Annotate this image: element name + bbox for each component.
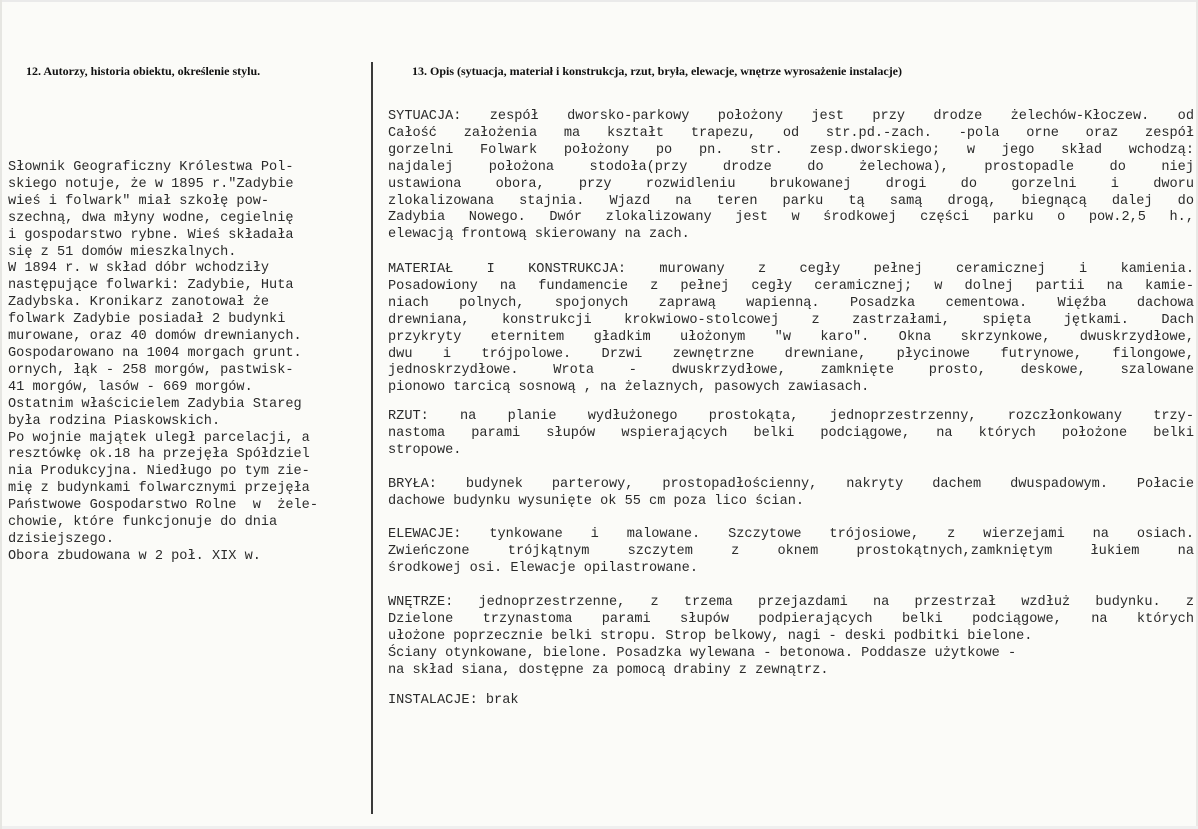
- description-line-last: INSTALACJE: brak: [388, 693, 519, 708]
- description-line: Dzielone trzynastoma parami słupów podpierających belki podciągowe, na których: [388, 611, 1194, 627]
- history-line: chowie, które funkcjonuje do dnia: [8, 515, 278, 531]
- description-line: dwu i trójpolowe. Drzwi zewnętrzne drewniane, płycinowe futrynowe, filongowe,: [388, 346, 1194, 362]
- description-line-last: elewacją frontową skierowany na zach.: [388, 227, 690, 243]
- description-section: [388, 262, 1194, 397]
- description-line: BRYŁA: budynek parterowy, prostopadłościenny, nakryty dachem dwuspadowym. Połacie: [388, 477, 1194, 492]
- description-section: [388, 409, 1194, 460]
- description-section: [388, 527, 1194, 578]
- history-line: resztówkę ok.18 ha przejęła Spółdziel: [8, 447, 310, 463]
- description-line: nastoma parami słupów wspierających belki podciągowe, na których położone belki: [388, 425, 1194, 441]
- description-line: Całość założenia ma kształt trapezu, od str.pd.-zach. -pola orne oraz zespół: [388, 125, 1194, 141]
- history-line: wieś i folwark" miał szkołę pow-: [8, 193, 270, 209]
- history-line: W 1894 r. w skład dóbr wchodziły: [8, 261, 270, 277]
- history-line: mię z budynkami folwarcznymi przejęła: [8, 481, 310, 497]
- history-line: Ostatnim właścicielem Zadybia Stareg: [8, 396, 302, 412]
- description-line: najdalej położona stodoła(przy drodze do żelechowa), prostopadle do niej: [388, 159, 1194, 175]
- description-line: SYTUACJA: zespół dworsko-parkowy położony jest przy drodze żelechów-Kłoczew. od: [388, 109, 1194, 124]
- description-line: jednoskrzydłowe. Wrota - dwuskrzydłowe, zamknięte prosto, deskowe, szalowane: [388, 363, 1194, 379]
- history-line: 41 morgów, lasów - 669 morgów.: [8, 379, 253, 395]
- description-line-last: dachowe budynku wysunięte ok 55 cm poza lico ścian.: [388, 493, 805, 509]
- heading-description: 13. Opis (sytuacja, materiał i konstrukcja, rzut, bryła, elewacje, wnętrze wyrosażenie instalacje): [412, 64, 903, 78]
- history-line: murowane, oraz 40 domów drewnianych.: [8, 329, 302, 345]
- description-line: MATERIAŁ I KONSTRUKCJA: murowany z cegły pełnej ceramicznej i kamienia.: [388, 262, 1194, 277]
- description-section: [388, 109, 1194, 244]
- history-line: szechną, dwa młyny wodne, cegielnię: [8, 210, 294, 226]
- description-line: przykryty eternitem gładkim ułożonym "w karo". Okna skrzynkowe, dwuskrzydłowe,: [388, 329, 1194, 345]
- history-line: Po wojnie majątek uległ parcelacji, a: [8, 430, 310, 446]
- history-line: Zadybska. Kronikarz zanotował że: [8, 295, 270, 311]
- description-line: Zadybia Nowego. Dwór zlokalizowany jest w środkowej części parku o pow.2,5 h.,: [388, 210, 1194, 226]
- history-line: Obora zbudowana w 2 poł. XIX w.: [8, 548, 261, 564]
- history-line: dzisiejszego.: [8, 531, 115, 547]
- history-line: Państwowe Gospodarstwo Rolne w żele-: [8, 498, 318, 514]
- description-line: Posadowiony na fundamencie z pełnej cegły ceramicznej; w dolnej partii na kamie-: [388, 278, 1194, 294]
- description-section: [388, 693, 1194, 710]
- description-line: ustawiona obora, przy rozwidleniu brukowanej drogi do gorzelni i dworu: [388, 176, 1194, 192]
- description-line: Zwieńczone trójkątnym szczytem z oknem prostokątnych,zamkniętym łukiem na: [388, 543, 1194, 559]
- history-line: skiego notuje, że w 1895 r."Zadybie: [8, 176, 294, 192]
- description-line-last: stropowe.: [388, 442, 462, 458]
- description-line-last: ułożone poprzecznie belki stropu. Strop belkowy, nagi - deski podbitki bielone. Ściany otynkowane, bielone. Posadzka wylewana - betonowa. Poddasze użytkowe - na skład siana, dostępne za pomocą drabiny z zewnątrz.: [388, 628, 1033, 678]
- column-divider: [371, 62, 373, 814]
- history-line: i gospodarstwo rybne. Wieś składała: [8, 227, 294, 243]
- history-line: Słownik Geograficzny Królestwa Pol-: [8, 160, 294, 175]
- description-line: niach polnych, spojonych zaprawą wapienną. Posadzka cementowa. Więźba dachowa: [388, 295, 1194, 311]
- history-line: folwark Zadybie posiadał 2 budynki: [8, 312, 286, 328]
- heading-authors-history: 12. Autorzy, historia obiektu, określenie stylu.: [26, 64, 261, 78]
- history-line: ornych, łąk - 258 morgów, pastwisk-: [8, 362, 294, 378]
- description-line: ELEWACJE: tynkowane i malowane. Szczytowe trójosiowe, z wierzejami na osiach.: [388, 527, 1194, 542]
- history-text: [8, 160, 318, 566]
- description-line-last: środkowej osi. Elewacje opilastrowane.: [388, 560, 698, 576]
- description-line: zlokalizowana stajnia. Wjazd na teren parku tą samą drogą, biegnącą dalej do: [388, 193, 1194, 209]
- description-line: gorzelni Folwark położony po pn. str. zesp.dworskiego; w jego skład wchodzą:: [388, 142, 1194, 158]
- description-line: RZUT: na planie wydłużonego prostokąta, jednoprzestrzenny, rozczłonkowany trzy-: [388, 409, 1194, 424]
- history-line: Gospodarowano na 1004 morgach grunt.: [8, 345, 302, 361]
- history-line: następujące folwarki: Zadybie, Huta: [8, 278, 294, 294]
- description-line: drewniana, konstrukcji krokwiowo-stolcowej z zastrzałami, spięta jętkami. Dach: [388, 312, 1194, 328]
- history-line: nia Produkcyjna. Niedługo po tym zie-: [8, 464, 310, 480]
- top-edge: [2, 0, 1198, 2]
- description-section: [388, 477, 1194, 511]
- history-line: się z 51 domów mieszkalnych.: [8, 244, 237, 260]
- description-section: [388, 595, 1194, 680]
- description-line-last: pionowo tarcicą sosnową , na żelaznych, pasowych zawiasach.: [388, 380, 870, 396]
- description-line: WNĘTRZE: jednoprzestrzenne, z trzema przejazdami na przestrzał wzdłuż budynku. z: [388, 595, 1194, 610]
- history-line: była rodzina Piaskowskich.: [8, 413, 221, 429]
